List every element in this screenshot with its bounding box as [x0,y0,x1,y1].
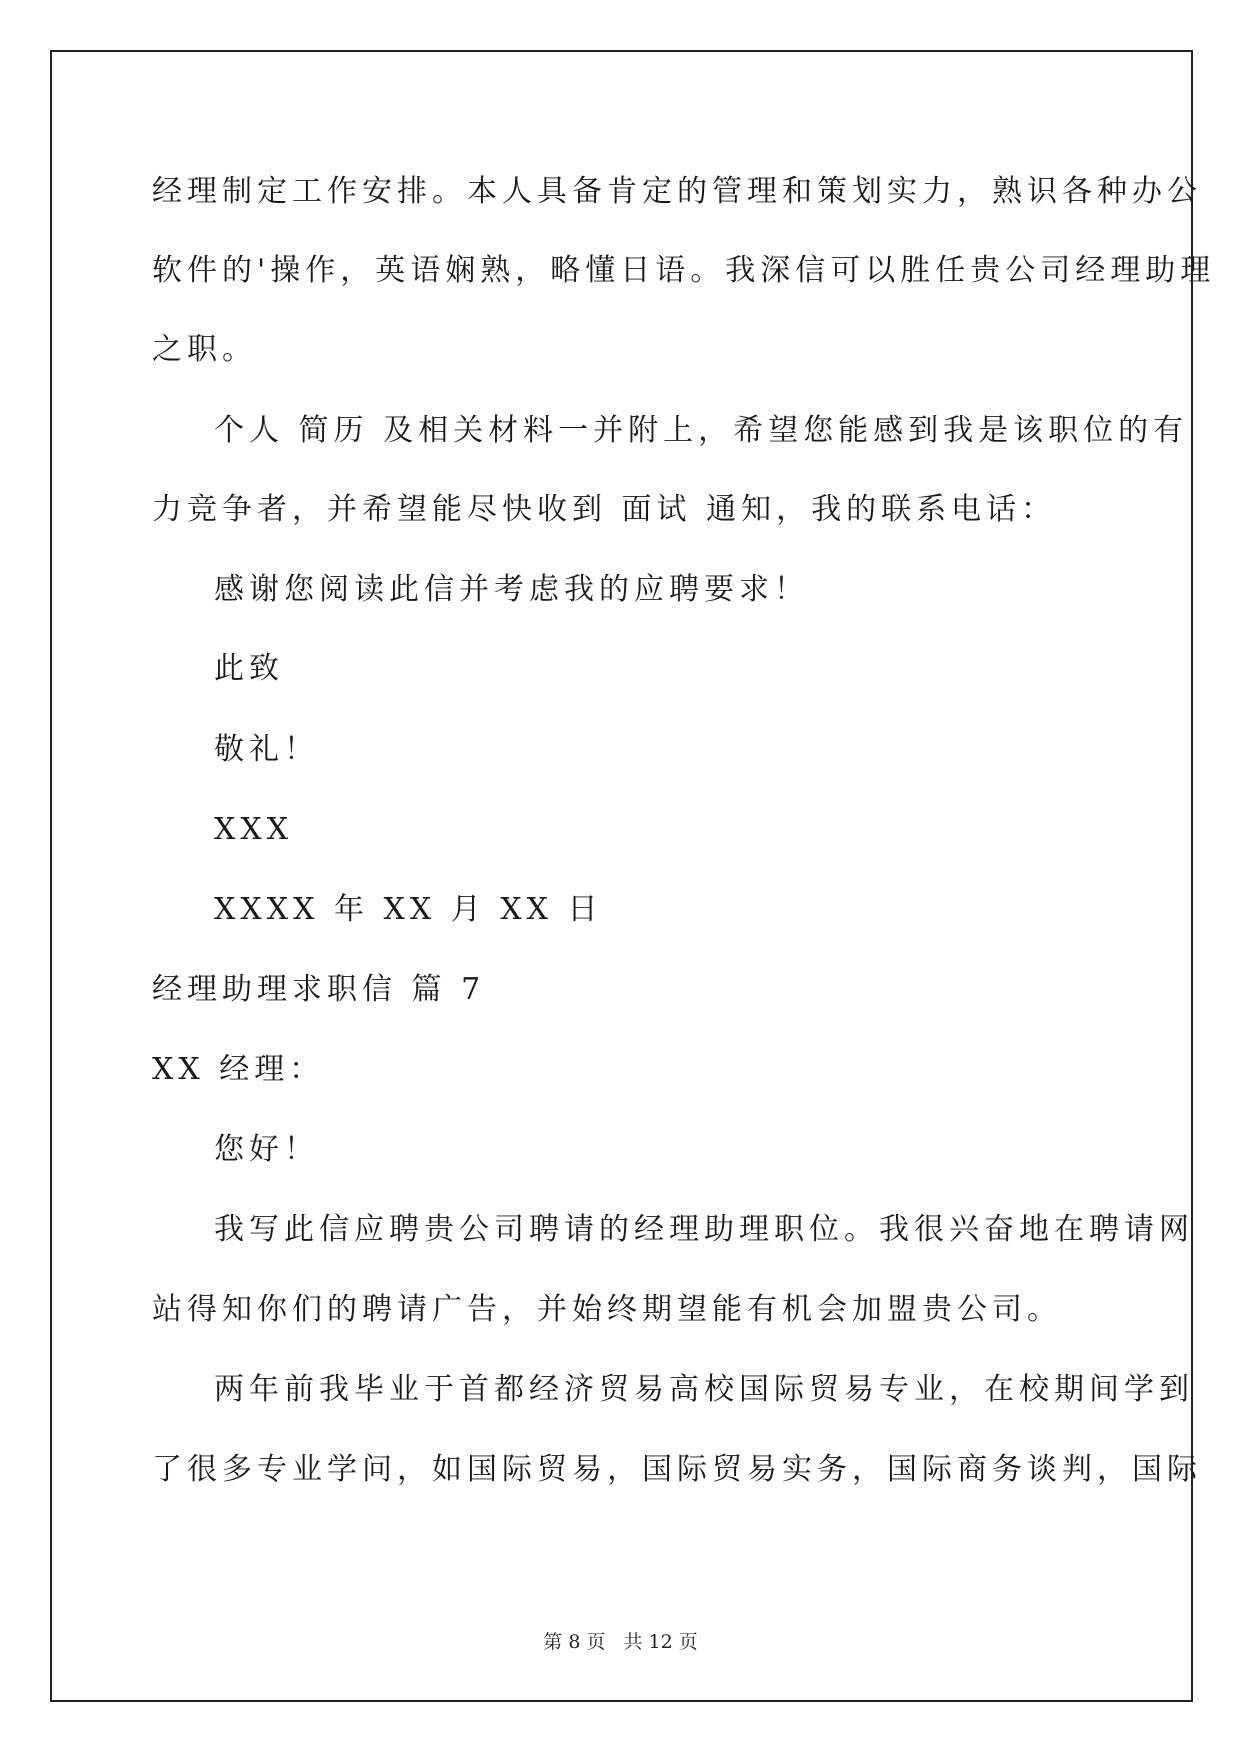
text-line: 站得知你们的聘请广告，并始终期望能有机会加盟贵公司。 [152,1292,1062,1327]
salutation: XX 经理： [152,1052,325,1087]
text-line: 个人 简历 及相关材料一并附上，希望您能感到我是该职位的有 [214,413,1189,448]
text-line: 此致 [214,651,284,686]
page-footer [0,1630,1241,1654]
section-heading: 经理助理求职信 篇 7 [152,972,486,1007]
text-line: 软件的'操作，英语娴熟，略懂日语。我深信可以胜任贵公司经理助理 [152,253,1216,288]
text-line: XXX [214,812,294,847]
greeting: 您好！ [214,1132,319,1167]
text-line: 感谢您阅读此信并考虑我的应聘要求！ [214,572,809,607]
text-line: 两年前我毕业于首都经济贸易高校国际贸易专业，在校期间学到 [214,1372,1194,1407]
text-line: 之职。 [152,332,257,367]
text-line: 了很多专业学问，如国际贸易，国际贸易实务，国际商务谈判，国际 [152,1452,1202,1487]
text-line: 经理制定工作安排。本人具备肯定的管理和策划实力，熟识各种办公 [152,174,1202,209]
page-number: 第 8 页 [543,1631,606,1653]
text-line: 敬礼！ [214,732,319,767]
text-line: 我写此信应聘贵公司聘请的经理助理职位。我很兴奋地在聘请网 [214,1212,1194,1247]
date-line: XXXX 年 XX 月 XX 日 [214,892,603,927]
page-total: 共 12 页 [623,1631,698,1653]
text-line: 力竞争者，并希望能尽快收到 面试 通知，我的联系电话： [152,492,1057,527]
